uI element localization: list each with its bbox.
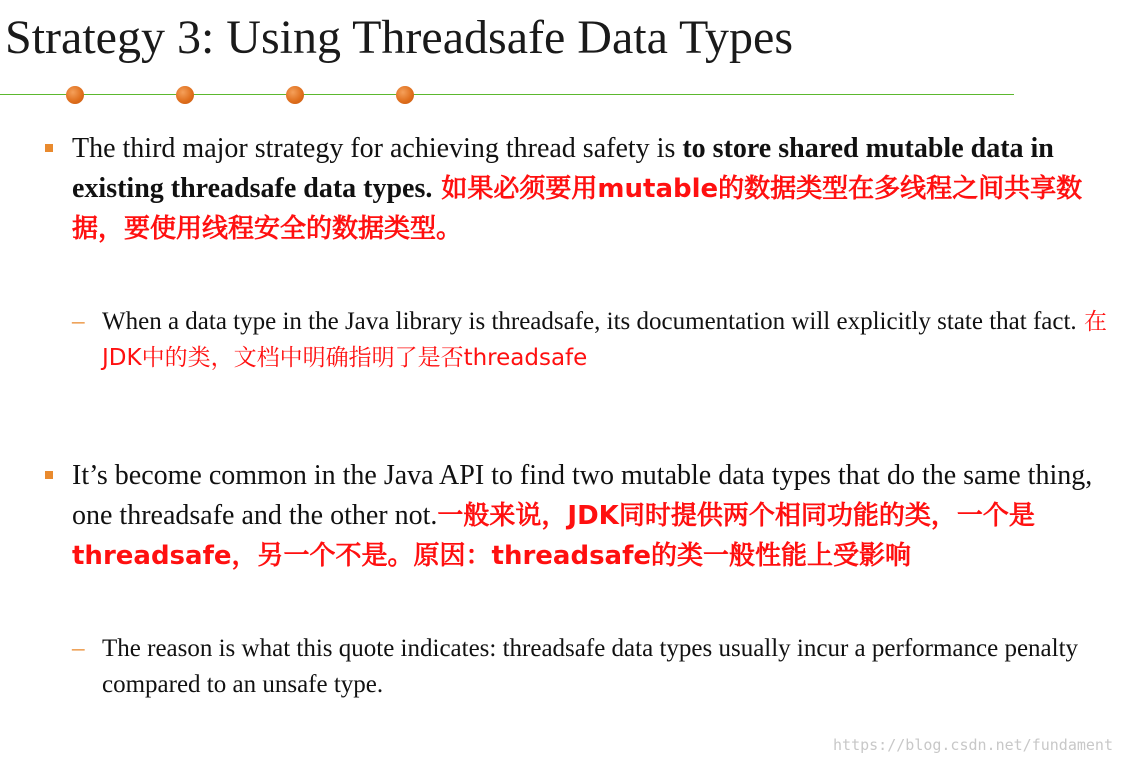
bullet-marker: [45, 471, 53, 479]
watermark-url: https://blog.csdn.net/fundament: [833, 736, 1113, 754]
divider-dot-3: [286, 86, 304, 104]
bullet-1: [72, 129, 1112, 249]
sub-bullet-dash: –: [72, 308, 85, 335]
bullet-marker: [45, 144, 53, 152]
slide-title: Strategy 3: Using Threadsafe Data Types: [5, 11, 793, 64]
bullet-1-sub: [102, 304, 1112, 376]
bullet-2-sub-text: The reason is what this quote indicates: threadsafe data types usually incur a performance penalty compared to an unsafe type.: [102, 635, 1079, 698]
title-divider: [0, 94, 1014, 95]
bullet-1-text: The third major strategy for achieving thread safety is: [72, 133, 683, 164]
divider-dot-4: [396, 86, 414, 104]
divider-dot-2: [176, 86, 194, 104]
bullet-2-annotation: 一般来说，JDK同时提供两个相同功能的类，一个是threadsafe，另一个不是。原因：threadsafe的类一般性能上受影响: [72, 501, 1035, 571]
sub-bullet-dash: –: [72, 635, 85, 662]
divider-dot-1: [66, 86, 84, 104]
bullet-2: [72, 456, 1112, 576]
bullet-1-bold: to store shared mutable data in existing threadsafe data types.: [72, 133, 1054, 204]
bullet-1-sub-text: When a data type in the Java library is threadsafe, its documentation will explicitly state that fact.: [102, 308, 1077, 335]
bullet-1-sub-annotation: 在JDK中的类，文档中明确指明了是否threadsafe: [102, 309, 1107, 371]
bullet-2-text: It’s become common in the Java API to find two mutable data types that do the same thing, one threadsafe and the other not.: [72, 460, 1093, 531]
bullet-2-sub: [102, 631, 1112, 703]
bullet-1-annotation: 如果必须要用mutable的数据类型在多线程之间共享数据，要使用线程安全的数据类型。: [72, 174, 1083, 244]
